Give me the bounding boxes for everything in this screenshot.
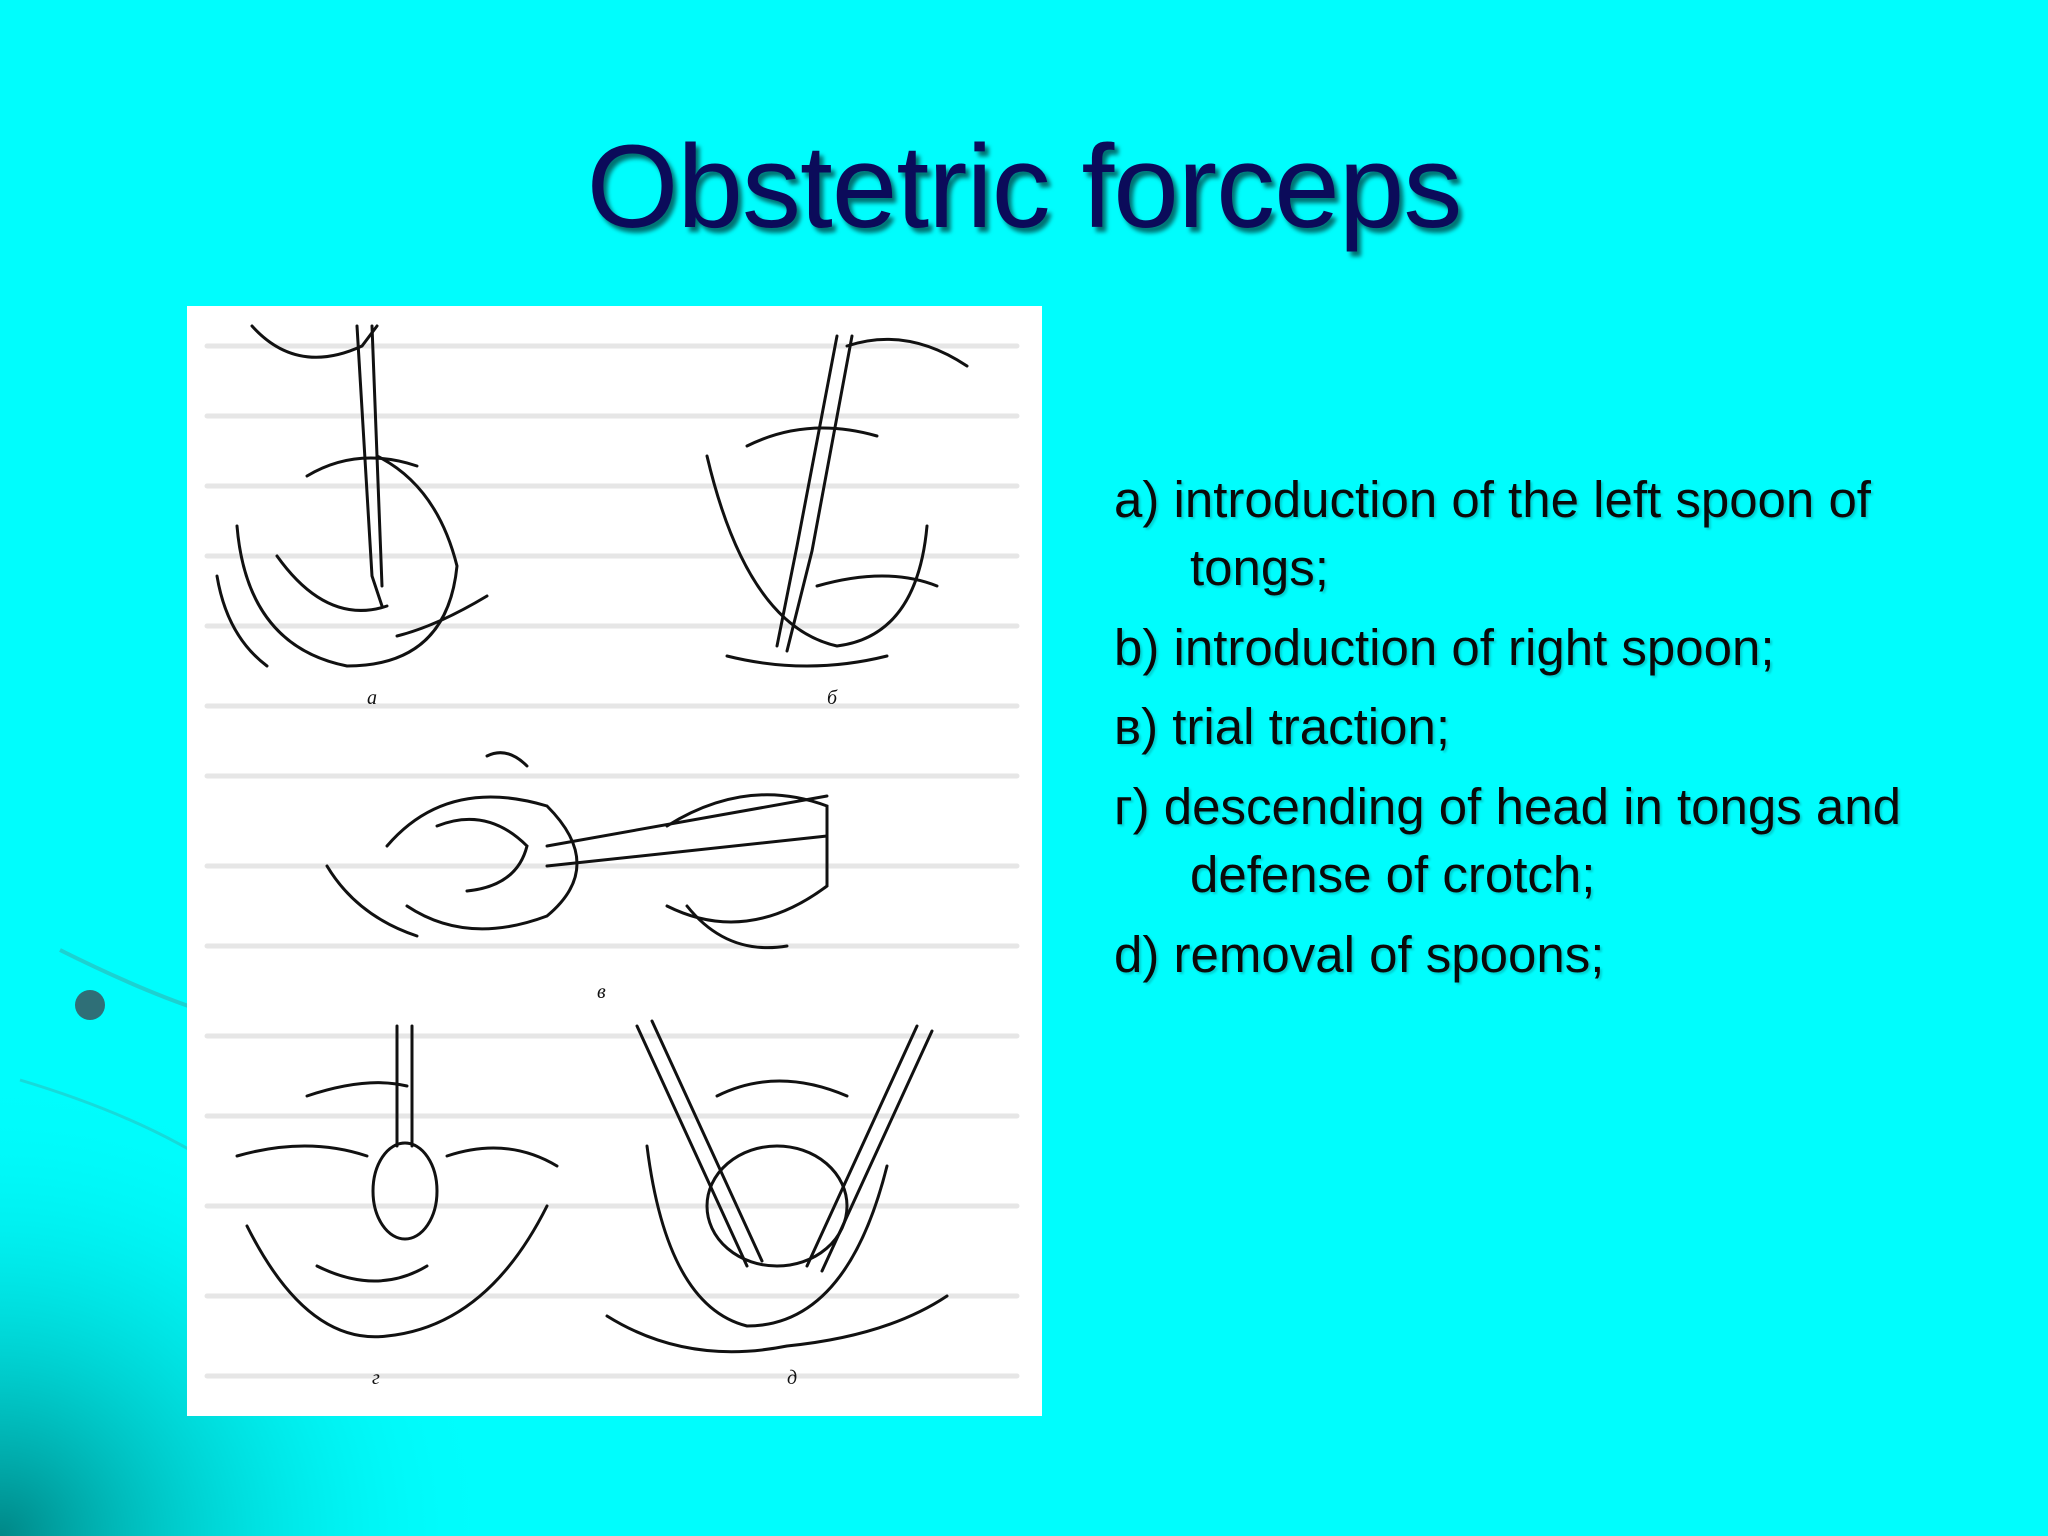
figure-label-b: б — [827, 687, 838, 709]
caption-item: a) introduction of the left spoon of tongs; — [1114, 471, 1871, 596]
caption-item: b) introduction of right spoon; — [1114, 618, 1775, 676]
panel-a-drawing — [217, 326, 487, 666]
caption-item: d) removal of spoons; — [1114, 925, 1605, 983]
caption-item: в) trial traction; — [1114, 698, 1451, 756]
forceps-illustration — [187, 306, 1042, 1416]
caption-item: г) descending of head in tongs and defense of crotch; — [1114, 778, 1902, 904]
panel-b-drawing — [707, 336, 967, 666]
caption-list — [1114, 466, 1994, 1001]
panel-v-drawing — [327, 753, 827, 948]
slide-title: Obstetric forceps — [586, 121, 1462, 253]
figure-label-g: г — [372, 1367, 380, 1389]
figure-label-v: в — [597, 981, 606, 1003]
panel-g-drawing — [237, 1026, 557, 1337]
panel-d-drawing — [607, 1021, 947, 1352]
figure-label-a: а — [367, 687, 377, 709]
bullet-orb — [75, 990, 105, 1020]
figure-label-d: д — [787, 1367, 798, 1389]
